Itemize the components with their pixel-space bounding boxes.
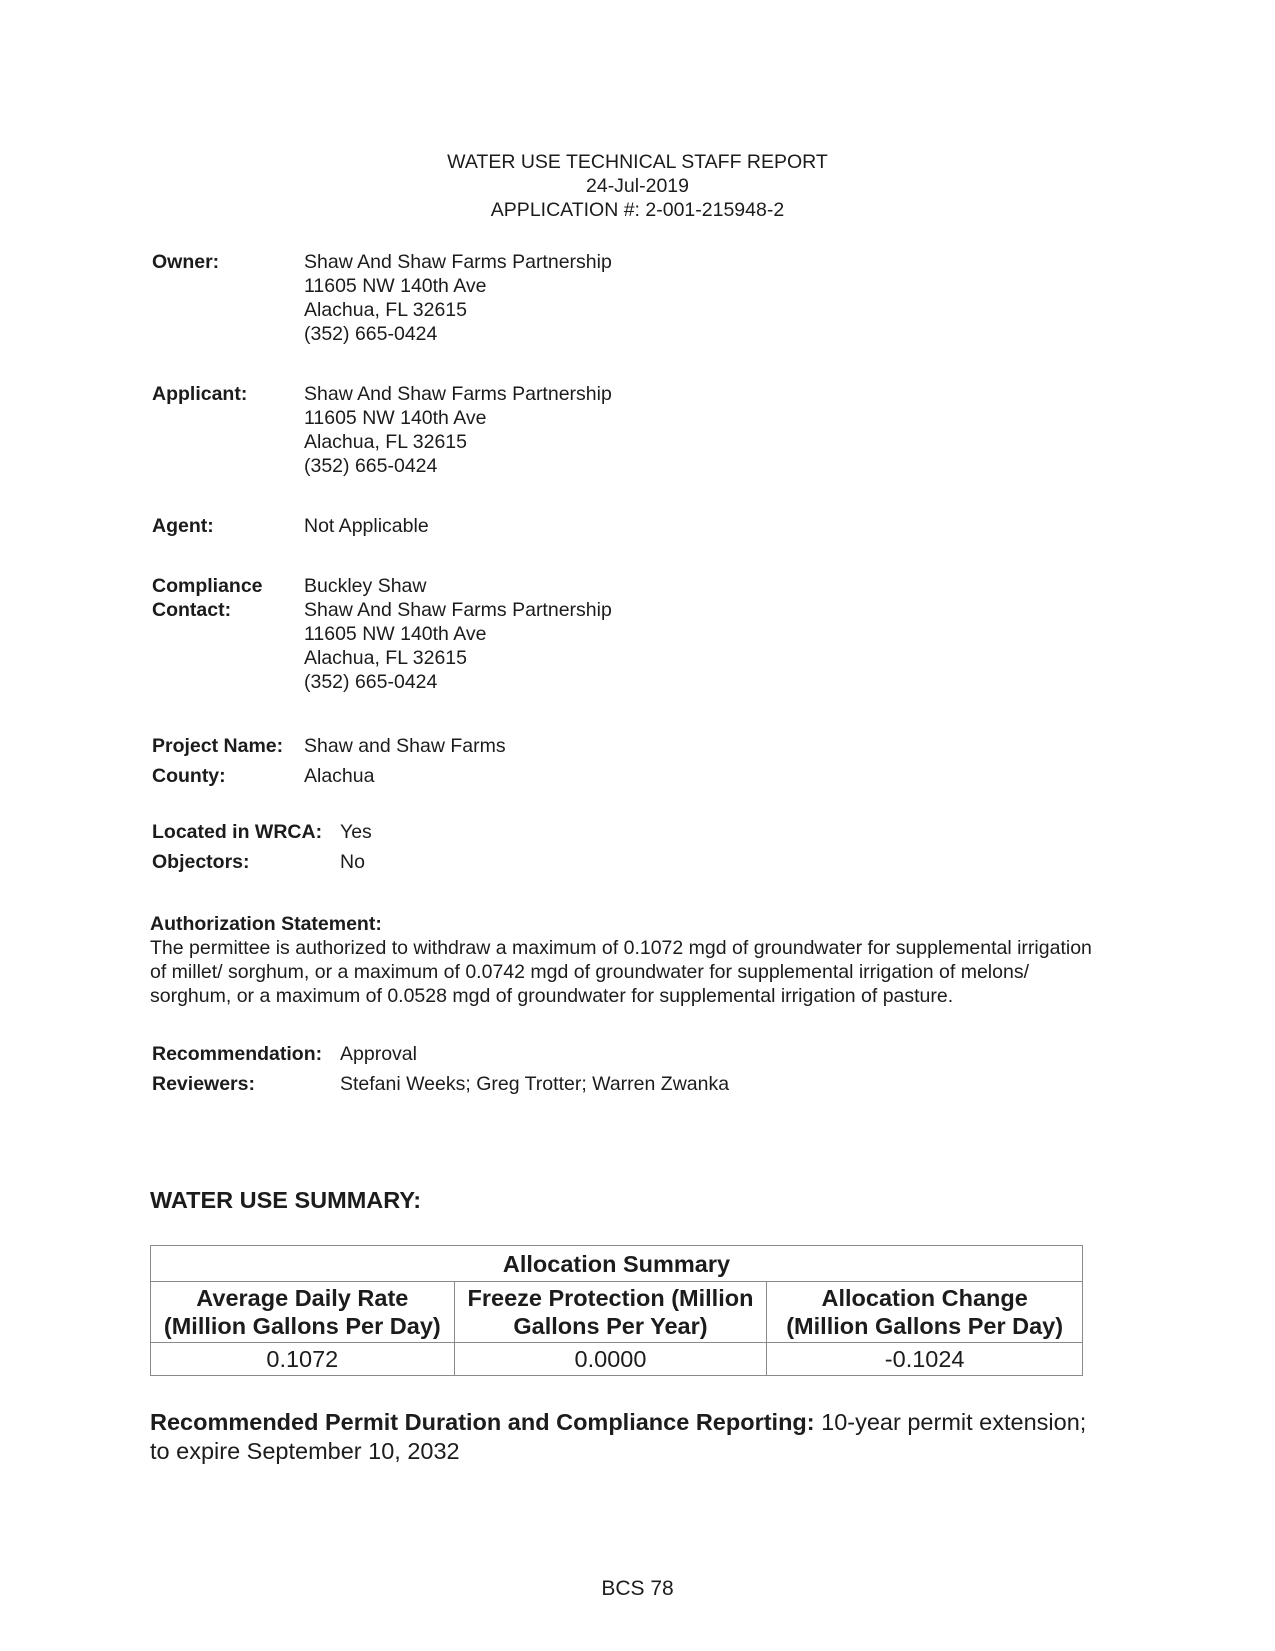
table-row [151, 1343, 1083, 1376]
applicant-city: Alachua, FL 32615 [304, 431, 467, 453]
column-header-average-daily-rate [151, 1282, 455, 1343]
column-header-line: Allocation Change [821, 1285, 1028, 1311]
permit-duration-value: 10-year permit extension; to expire September 10, 2032 [150, 1409, 1087, 1464]
column-header-line: Gallons Per Year) [513, 1313, 708, 1339]
owner-city: Alachua, FL 32615 [304, 299, 467, 321]
compliance-street: 11605 NW 140th Ave [304, 623, 487, 645]
owner-phone: (352) 665-0424 [304, 323, 438, 345]
owner-street: 11605 NW 140th Ave [304, 275, 487, 297]
column-header-line: (Million Gallons Per Day) [163, 1313, 441, 1339]
objectors-value: No [340, 851, 365, 873]
agent-label: Agent: [152, 515, 214, 537]
allocation-change-value: -0.1024 [767, 1343, 1083, 1376]
reviewers-value: Stefani Weeks; Greg Trotter; Warren Zwanka [340, 1073, 730, 1095]
report-title: WATER USE TECHNICAL STAFF REPORT [447, 151, 828, 173]
compliance-city: Alachua, FL 32615 [304, 647, 467, 669]
applicant-phone: (352) 665-0424 [304, 455, 438, 477]
compliance-org: Shaw And Shaw Farms Partnership [304, 599, 612, 621]
applicant-name: Shaw And Shaw Farms Partnership [304, 383, 612, 405]
water-use-summary-heading: WATER USE SUMMARY: [150, 1187, 422, 1213]
column-header-allocation-change [767, 1282, 1083, 1343]
owner-value [304, 250, 612, 346]
average-daily-rate-value: 0.1072 [151, 1343, 455, 1376]
applicant-street: 11605 NW 140th Ave [304, 407, 487, 429]
applicant-label: Applicant: [152, 383, 248, 405]
compliance-person: Buckley Shaw [304, 575, 427, 597]
compliance-phone: (352) 665-0424 [304, 671, 438, 693]
table-header-row [151, 1282, 1083, 1343]
authorization-text: The permittee is authorized to withdraw a maximum of 0.1072 mgd of groundwater for supplemental irrigation of millet/ sorghum, or a maximum of 0.0742 mgd of groundwater for supplemental irrigation of melons/ sorghum, or a maximum of 0.0528 mgd of groundwater for supplemental irrigation of pasture. [150, 937, 1092, 1007]
applicant-value [304, 382, 612, 478]
county-value: Alachua [304, 765, 375, 787]
allocation-summary-title: Allocation Summary [151, 1246, 1083, 1282]
county-label: County: [152, 765, 226, 787]
owner-label: Owner: [152, 251, 220, 273]
recommendation-label: Recommendation: [152, 1043, 323, 1065]
report-header [0, 150, 1275, 222]
compliance-label-line-2: Contact: [152, 599, 232, 621]
table-title-row [151, 1246, 1083, 1282]
authorization-statement [150, 912, 1110, 1008]
wrca-value: Yes [340, 821, 372, 843]
report-date: 24-Jul-2019 [586, 175, 689, 197]
allocation-summary-table [150, 1245, 1083, 1376]
project-name-value: Shaw and Shaw Farms [304, 735, 506, 757]
permit-duration [150, 1408, 1090, 1466]
recommendation-value: Approval [340, 1043, 417, 1065]
page-footer: BCS 78 [601, 1577, 674, 1600]
project-name-label: Project Name: [152, 735, 284, 757]
compliance-label-line-1: Compliance [152, 575, 263, 597]
reviewers-label: Reviewers: [152, 1073, 255, 1095]
compliance-contact-label [152, 574, 263, 622]
authorization-title: Authorization Statement: [150, 913, 382, 935]
column-header-freeze-protection [454, 1282, 767, 1343]
application-number: APPLICATION #: 2-001-215948-2 [490, 199, 785, 221]
permit-duration-label: Recommended Permit Duration and Compliance Reporting: [150, 1409, 815, 1435]
agent-value: Not Applicable [304, 515, 429, 537]
compliance-contact-value [304, 574, 612, 694]
objectors-label: Objectors: [152, 851, 250, 873]
column-header-line: (Million Gallons Per Day) [786, 1313, 1064, 1339]
column-header-line: Average Daily Rate [196, 1285, 409, 1311]
wrca-label: Located in WRCA: [152, 821, 323, 843]
owner-name: Shaw And Shaw Farms Partnership [304, 251, 612, 273]
column-header-line: Freeze Protection (Million [467, 1285, 754, 1311]
freeze-protection-value: 0.0000 [454, 1343, 767, 1376]
